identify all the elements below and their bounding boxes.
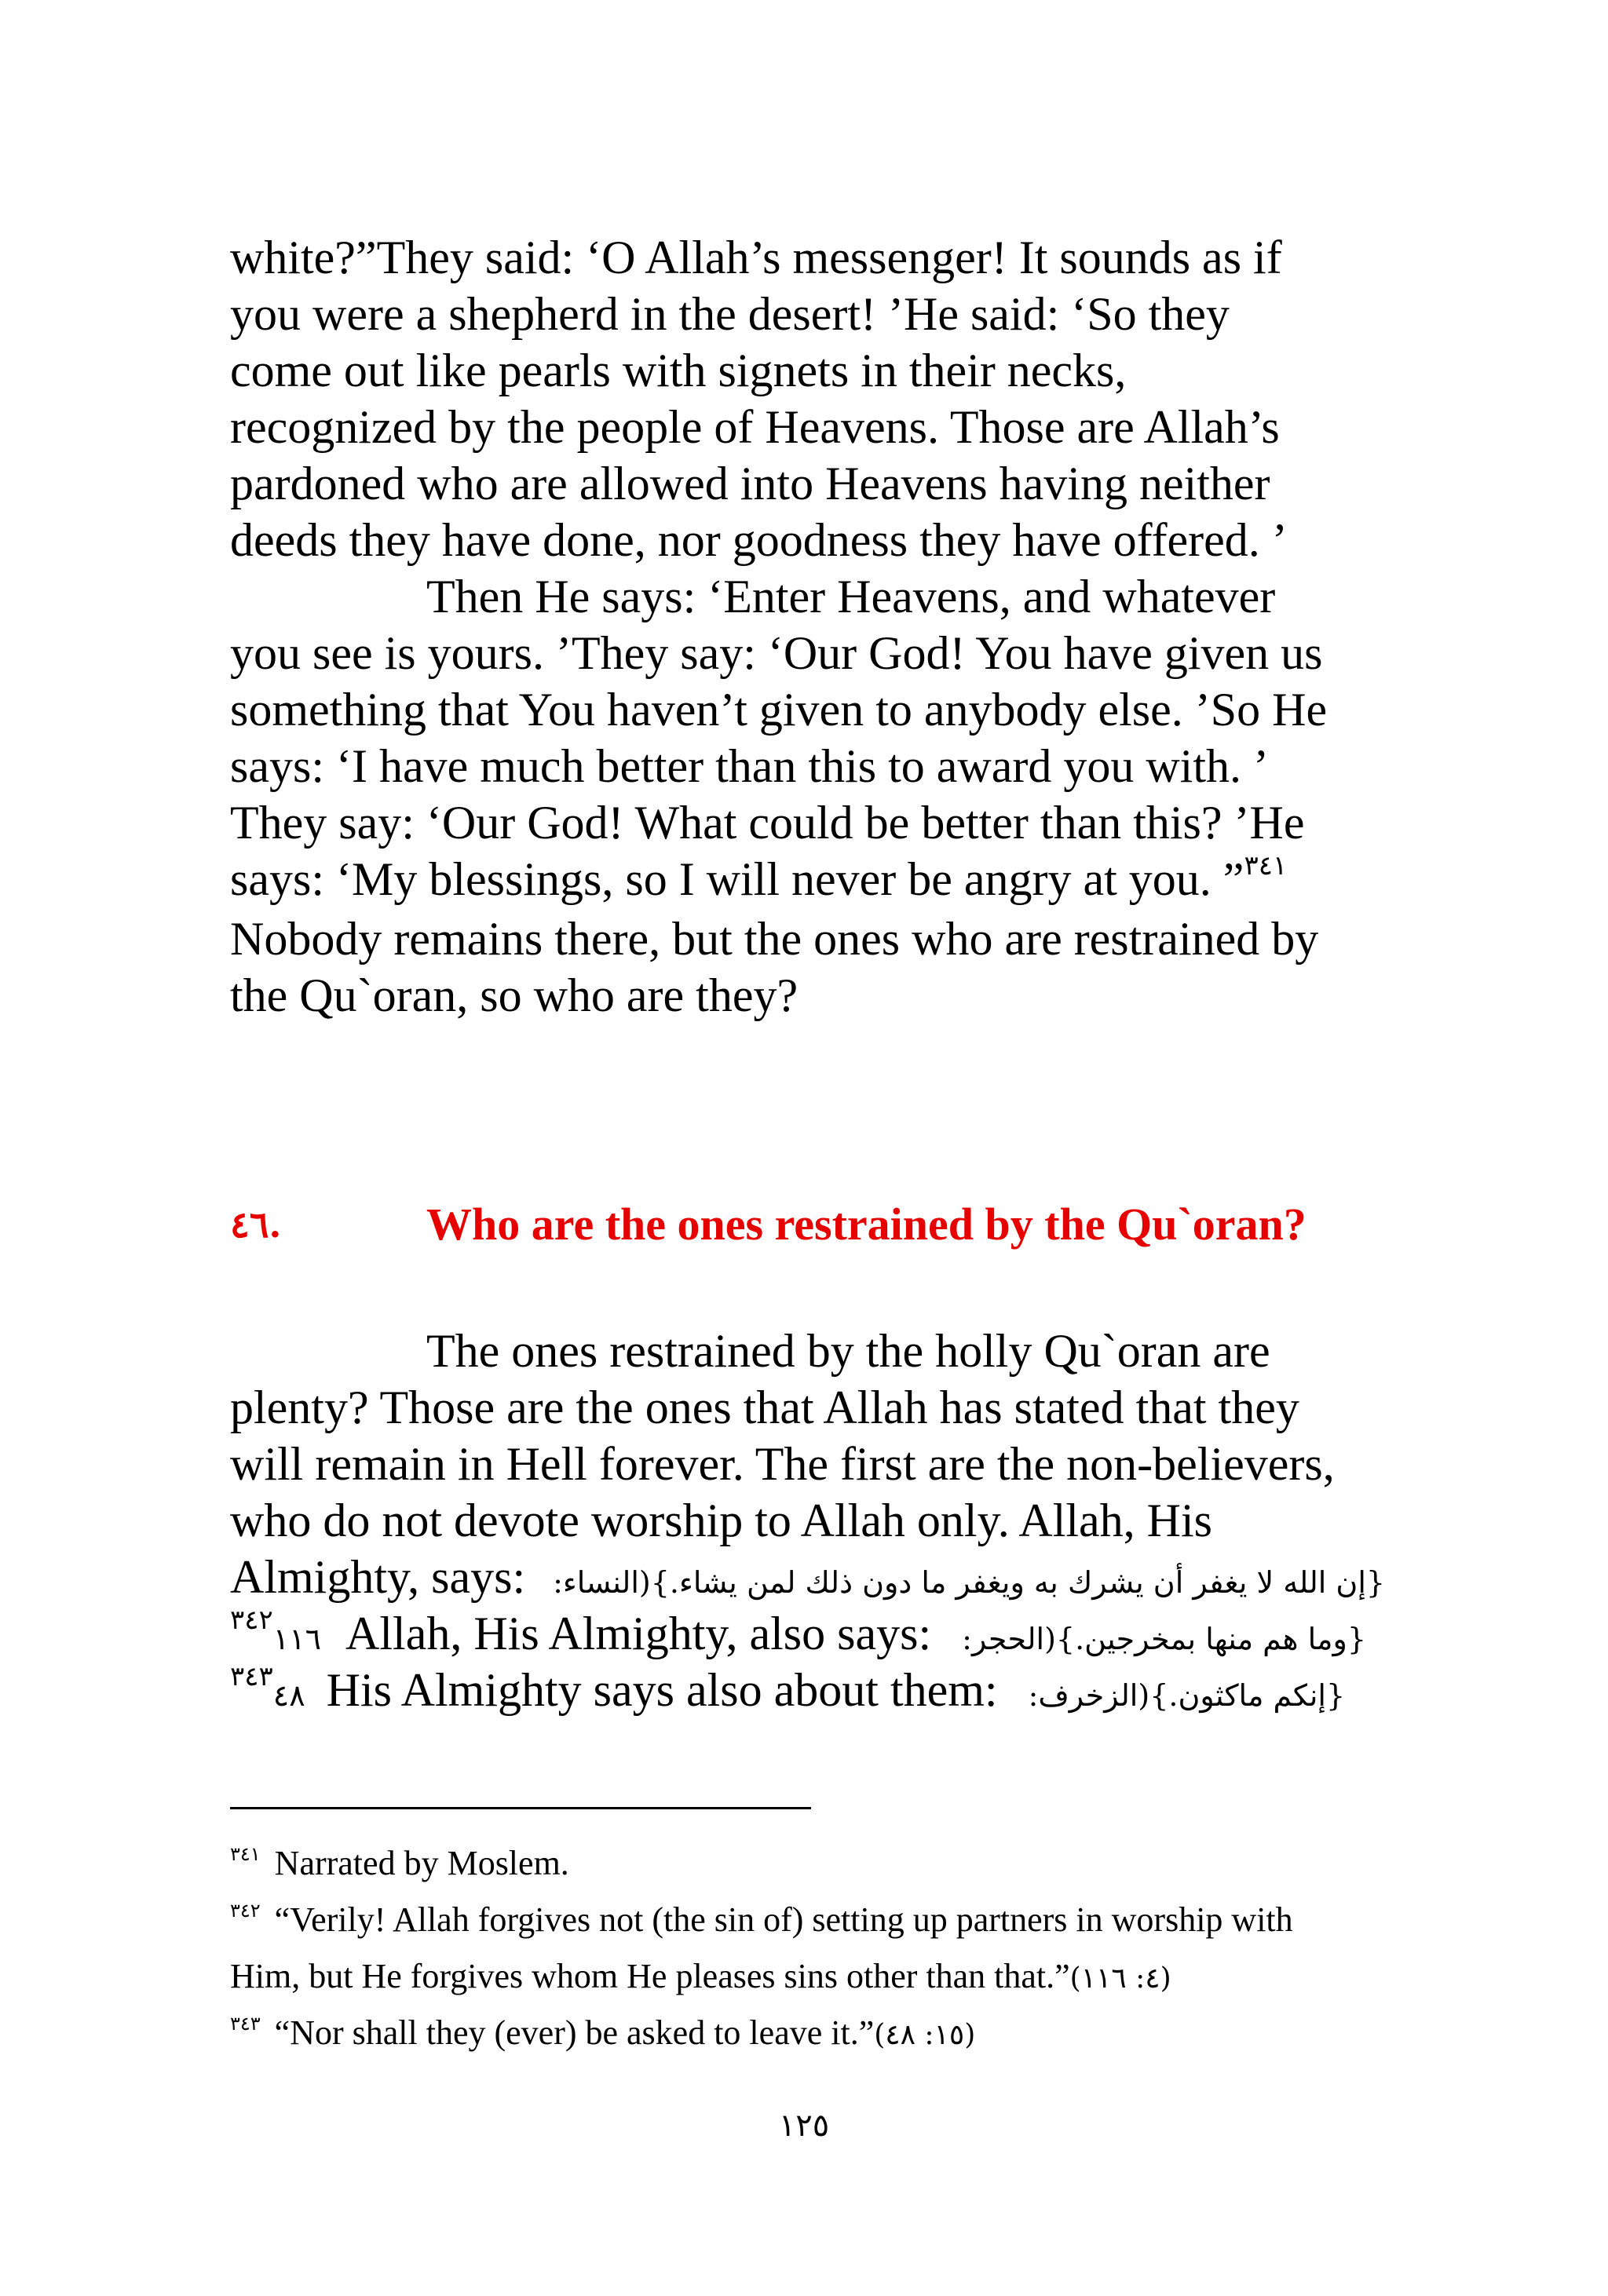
footnote-marker: ٣٤٣ (230, 2013, 261, 2035)
text-line: who do not devote worship to Allah only. Allah, His (230, 1495, 1213, 1546)
text-line: deeds they have done, nor goodness they have offered. ’ (230, 514, 1288, 566)
arabic-verse: {إنكم ماكثون.}(الزخرف: (1028, 1678, 1346, 1713)
text-span: His Almighty says also about them: (326, 1664, 998, 1716)
text-line: They say: ‘Our God! What could be better than this? ’He (230, 797, 1305, 849)
footnote-text: Him, but He forgives whom He pleases sins other than that.” (230, 1957, 1070, 1995)
verse-number: ٤٨ (272, 1678, 305, 1713)
section-heading (230, 1193, 1392, 1256)
footnote-text: “Nor shall they (ever) be asked to leave it.” (274, 2013, 875, 2052)
text-span: Almighty, says: (230, 1551, 526, 1603)
footnote-separator (230, 1807, 811, 1809)
footnote-item (230, 2005, 1392, 2061)
text-line: will remain in Hell forever. The first are the non-believers, (230, 1438, 1335, 1490)
text-line: the Qu`oran, so who are they? (230, 969, 799, 1021)
text-line: plenty? Those are the ones that Allah has stated that they (230, 1382, 1299, 1433)
text-line (230, 1605, 1392, 1662)
text-line: says: ‘I have much better than this to award you with. ’ (230, 740, 1269, 792)
text-line: The ones restrained by the holly Qu`oran are (426, 1325, 1270, 1377)
section-title: Who are the ones restrained by the Qu`oran? (426, 1199, 1306, 1250)
body-paragraph-2 (230, 911, 1392, 1024)
body-paragraph-1 (230, 229, 1392, 907)
footnotes (230, 1835, 1392, 2061)
text-line: come out like pearls with signets in their necks, (230, 345, 1127, 396)
footnote-item (230, 1835, 1392, 1892)
text-line: recognized by the people of Heavens. Those are Allah’s (230, 401, 1280, 453)
verse-reference: (١٥: ٤٨) (874, 2019, 976, 2051)
text-line: something that You haven’t given to anybody else. ’So He (230, 684, 1328, 736)
footnote-text: “Verily! Allah forgives not (the sin of) setting up partners in worship with (274, 1900, 1293, 1939)
footnote-text: Narrated by Moslem. (274, 1844, 569, 1882)
arabic-verse: {إن الله لا يغفر أن يشرك به ويغفر ما دون ذلك لمن يشاء.}(النساء: (553, 1565, 1386, 1600)
footnote-item-continued (230, 1948, 1392, 2005)
text-line (230, 851, 1392, 907)
text-span: says: ‘My blessings, so I will never be angry at you. ” (230, 853, 1244, 905)
verse-number: ١١٦ (272, 1622, 322, 1656)
text-line: Nobody remains there, but the ones who are restrained by (230, 913, 1319, 965)
footnote-item (230, 1892, 1392, 1948)
footnote-marker: ٣٤٢ (230, 1900, 261, 1922)
text-line: pardoned who are allowed into Heavens having neither (230, 458, 1270, 509)
text-line: white?”They said: ‘O Allah’s messenger! It sounds as if (230, 232, 1282, 283)
text-line (230, 1662, 1392, 1718)
arabic-verse: {وما هم منها بمخرجين.}(الحجر: (962, 1622, 1367, 1656)
text-line (230, 1549, 1392, 1605)
footnote-reference[interactable]: ٣٤٢ (230, 1604, 273, 1636)
text-line: you see is yours. ’They say: ‘Our God! You have given us (230, 627, 1323, 679)
footnote-marker: ٣٤١ (230, 1843, 261, 1865)
verse-reference: (٤: ١١٦) (1069, 1962, 1171, 1995)
body-paragraph-3 (230, 1323, 1392, 1718)
page-number: ١٢٥ (778, 2108, 830, 2144)
text-line: Then He says: ‘Enter Heavens, and whatever (426, 571, 1276, 622)
footnote-reference[interactable]: ٣٤١ (1244, 850, 1288, 882)
section-number: ٤٦. (230, 1203, 282, 1246)
text-line: you were a shepherd in the desert! ’He said: ‘So they (230, 288, 1230, 340)
footnote-reference[interactable]: ٣٤٣ (230, 1661, 273, 1692)
text-span: Allah, His Almighty, also says: (345, 1608, 932, 1659)
